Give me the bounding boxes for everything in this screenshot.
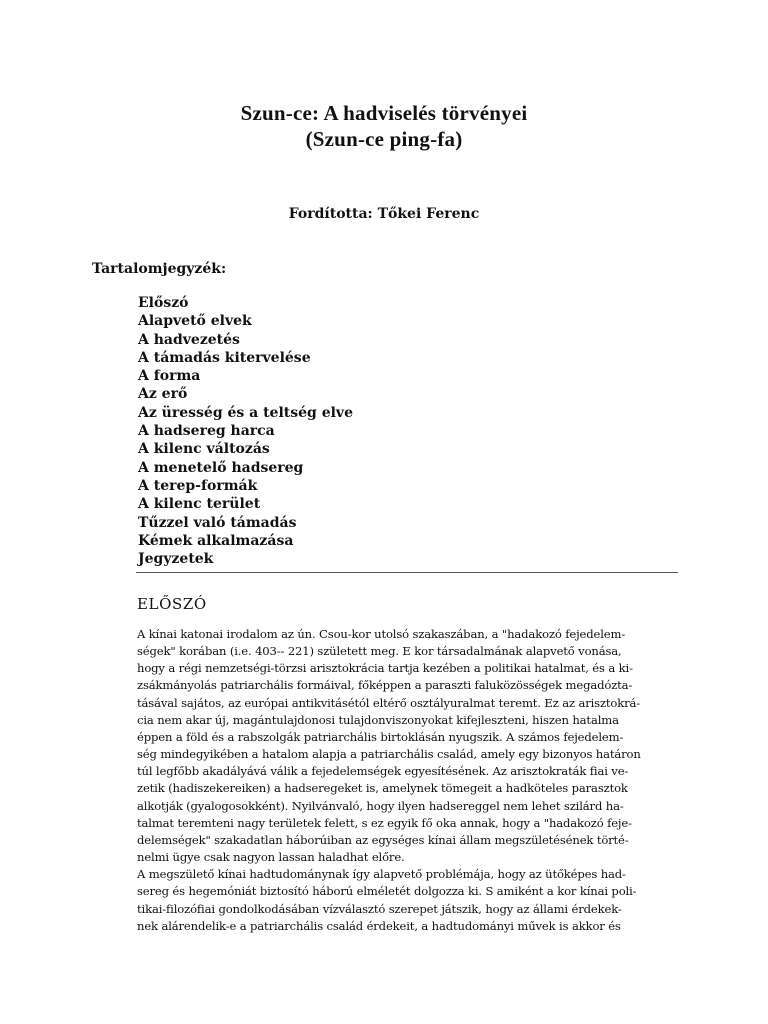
body-line: hogy a régi nemzetségi-törzsi arisztokrácia tartja kezében a politikai hatalmat, és a ki-	[137, 661, 633, 676]
body-line: A kínai katonai irodalom az ún. Csou-kor utolsó szakaszában, a "hadakozó fejedelem-	[137, 627, 626, 641]
body-line: cia nem akar új, magántulajdonosi tulajdonviszonyokat kifejleszteni, hiszen hatalma	[137, 712, 619, 727]
toc-item-kilenc-valtozas[interactable]: A kilenc változás	[138, 441, 270, 458]
body-line: alkotják (gyalogosokként). Nyilvánvaló, hogy ilyen hadsereggel nem lehet szilárd ha-	[137, 798, 624, 813]
toc-item-kilenc-terulet[interactable]: A kilenc terület	[138, 496, 261, 513]
toc-item-ures-teltseg[interactable]: Az üresség és a teltség elve	[138, 404, 353, 421]
body-line: zsákmányolás patriarchális formáival, főképpen a paraszti faluközösségek megadózta-	[137, 678, 633, 693]
toc-item-terep-formak[interactable]: A terep-formák	[138, 477, 258, 494]
toc-item-ero[interactable]: Az erő	[138, 386, 188, 403]
toc-item-kemek[interactable]: Kémek alkalmazása	[138, 532, 294, 549]
body-line: éppen a föld és a rabszolgák patriarchális birtoklásán nyugszik. A számos fejedelem-	[137, 729, 624, 744]
toc-item-tamadas-kitervelese[interactable]: A támadás kitervelése	[138, 349, 311, 366]
table-of-contents	[138, 294, 353, 568]
toc-item-jegyzetek[interactable]: Jegyzetek	[138, 551, 214, 568]
section-body	[137, 626, 682, 935]
body-line: talmat teremteni nagy területek felett, s ez egyik fő oka annak, hogy a "hadakozó feje-	[137, 815, 632, 830]
body-line: tásával sajátos, az európai antikvitásétól eltérő osztályuralmat teremt. Ez az arisztokrá-	[137, 695, 641, 710]
body-line: ségek" korában (i.e. 403-- 221) született meg. E kor társadalmának alapvető vonása,	[137, 644, 622, 659]
translator-credit: Fordította: Tőkei Ferenc	[288, 206, 480, 222]
body-line: delemségek" szakadatlan háborúiban az egységes kínai állam megszületésének törté-	[137, 832, 629, 847]
body-line: nelmi ügye csak nagyon lassan haladhat előre.	[137, 850, 405, 865]
body-line: zetik (hadiszekereiken) a hadseregeket is, amelynek tömegeit a hadköteles parasztok	[137, 781, 628, 796]
body-line: túl legfőbb akadályává válik a fejedelemségek egyesítésének. Az arisztokraták fiai ve-	[137, 764, 629, 779]
section-heading: ELŐSZÓ	[137, 595, 207, 613]
body-line: A megszülető kínai hadtudománynak így alapvető problémája, hogy az ütőképes had-	[137, 867, 626, 882]
toc-item-alapveto-elvek[interactable]: Alapvető elvek	[138, 313, 252, 330]
toc-item-eloszo[interactable]: Előszó	[138, 295, 189, 311]
toc-item-hadsereg-harca[interactable]: A hadsereg harca	[138, 423, 275, 440]
body-line: tikai-filozófiai gondolkodásában vízválasztó szerepet játszik, hogy az állami érdekek-	[137, 901, 622, 916]
title-line-1: Szun-ce: A hadviselés törvényei	[240, 101, 528, 125]
toc-item-tuzzel-tamadas[interactable]: Tűzzel való támadás	[138, 514, 297, 531]
document-title	[0, 100, 768, 152]
body-line: sereg és hegemóniát biztosító háború elméletét dolgozza ki. S amiként a kor kínai poli-	[137, 884, 637, 899]
toc-heading: Tartalomjegyzék:	[92, 261, 227, 277]
toc-item-forma[interactable]: A forma	[138, 368, 201, 385]
body-line: ség mindegyikében a hatalom alapja a patriarchális család, amely egy bizonyos határon	[137, 747, 641, 762]
toc-item-menetelo-hadsereg[interactable]: A menetelő hadsereg	[138, 459, 304, 476]
toc-item-hadvezetes[interactable]: A hadvezetés	[138, 331, 240, 348]
body-line: nek alárendelik-e a patriarchális család érdekeit, a hadtudományi művek is akkor és	[137, 918, 621, 933]
section-divider	[136, 572, 678, 573]
title-line-2: (Szun-ce ping-fa)	[305, 127, 463, 151]
